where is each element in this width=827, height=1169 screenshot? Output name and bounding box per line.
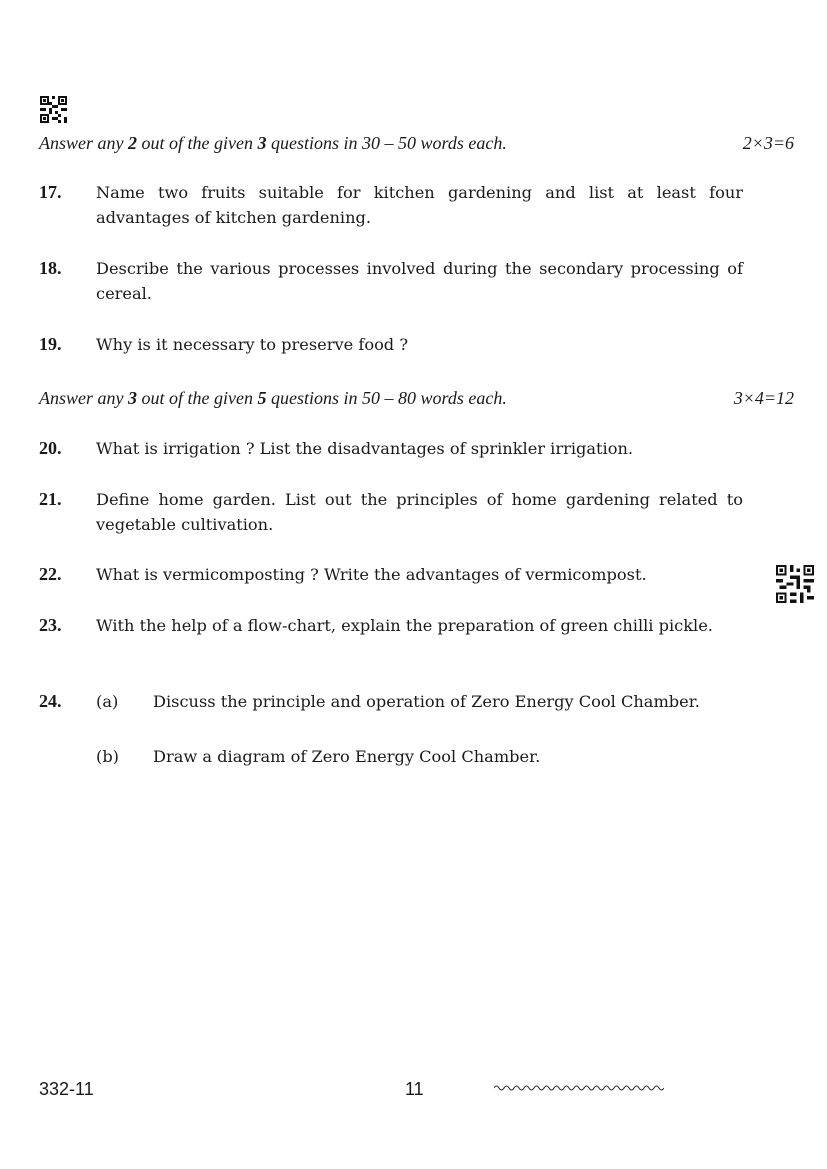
instruction-count: 2 [128, 133, 137, 153]
question-number: 21. [39, 489, 62, 509]
question-text: Define home garden. List out the principles of home gardening related to vegetable cultivation. [96, 490, 743, 534]
part-text: Draw a diagram of Zero Energy Cool Chamber. [153, 747, 541, 766]
part-text: Discuss the principle and operation of Zero Energy Cool Chamber. [153, 692, 700, 711]
question-number: 19. [39, 334, 62, 354]
question-number: 22. [39, 564, 62, 584]
question-text: What is vermicomposting ? Write the advantages of vermicompost. [96, 565, 647, 584]
question-text: Why is it necessary to preserve food ? [96, 335, 408, 354]
wavy-line-icon [494, 1083, 664, 1093]
instruction-count: 3 [128, 388, 137, 408]
part-label: (b) [96, 747, 119, 766]
question-text: Describe the various processes involved during the secondary processing of cereal. [96, 259, 743, 303]
question-text: Name two fruits suitable for kitchen gardening and list at least four advantages of kitchen gardening. [96, 183, 743, 227]
qr-code-icon [40, 96, 67, 123]
page-number: 11 [405, 1079, 424, 1099]
section-instruction: Answer any 3 out of the given 5 questions in 50 – 80 words each. 3×4=12 [39, 388, 794, 408]
question-text: With the help of a flow-chart, explain the preparation of green chilli pickle. [96, 616, 713, 635]
instruction-total: 5 [257, 388, 267, 408]
question-number: 17. [39, 182, 62, 202]
question-number: 23. [39, 615, 62, 635]
question-number: 24. [39, 691, 62, 711]
paper-code: 332-11 [39, 1079, 94, 1099]
section-marks: 3×4=12 [733, 388, 794, 408]
section-instruction: Answer any 2 out of the given 3 questions in 30 – 50 words each. 2×3=6 [39, 133, 794, 153]
question-text: What is irrigation ? List the disadvantages of sprinkler irrigation. [96, 439, 634, 458]
question-number: 18. [39, 258, 62, 278]
instruction-total: 3 [257, 133, 267, 153]
qr-code-icon [776, 565, 814, 603]
part-label: (a) [96, 692, 119, 711]
question-number: 20. [39, 438, 62, 458]
section-marks: 2×3=6 [742, 133, 794, 153]
